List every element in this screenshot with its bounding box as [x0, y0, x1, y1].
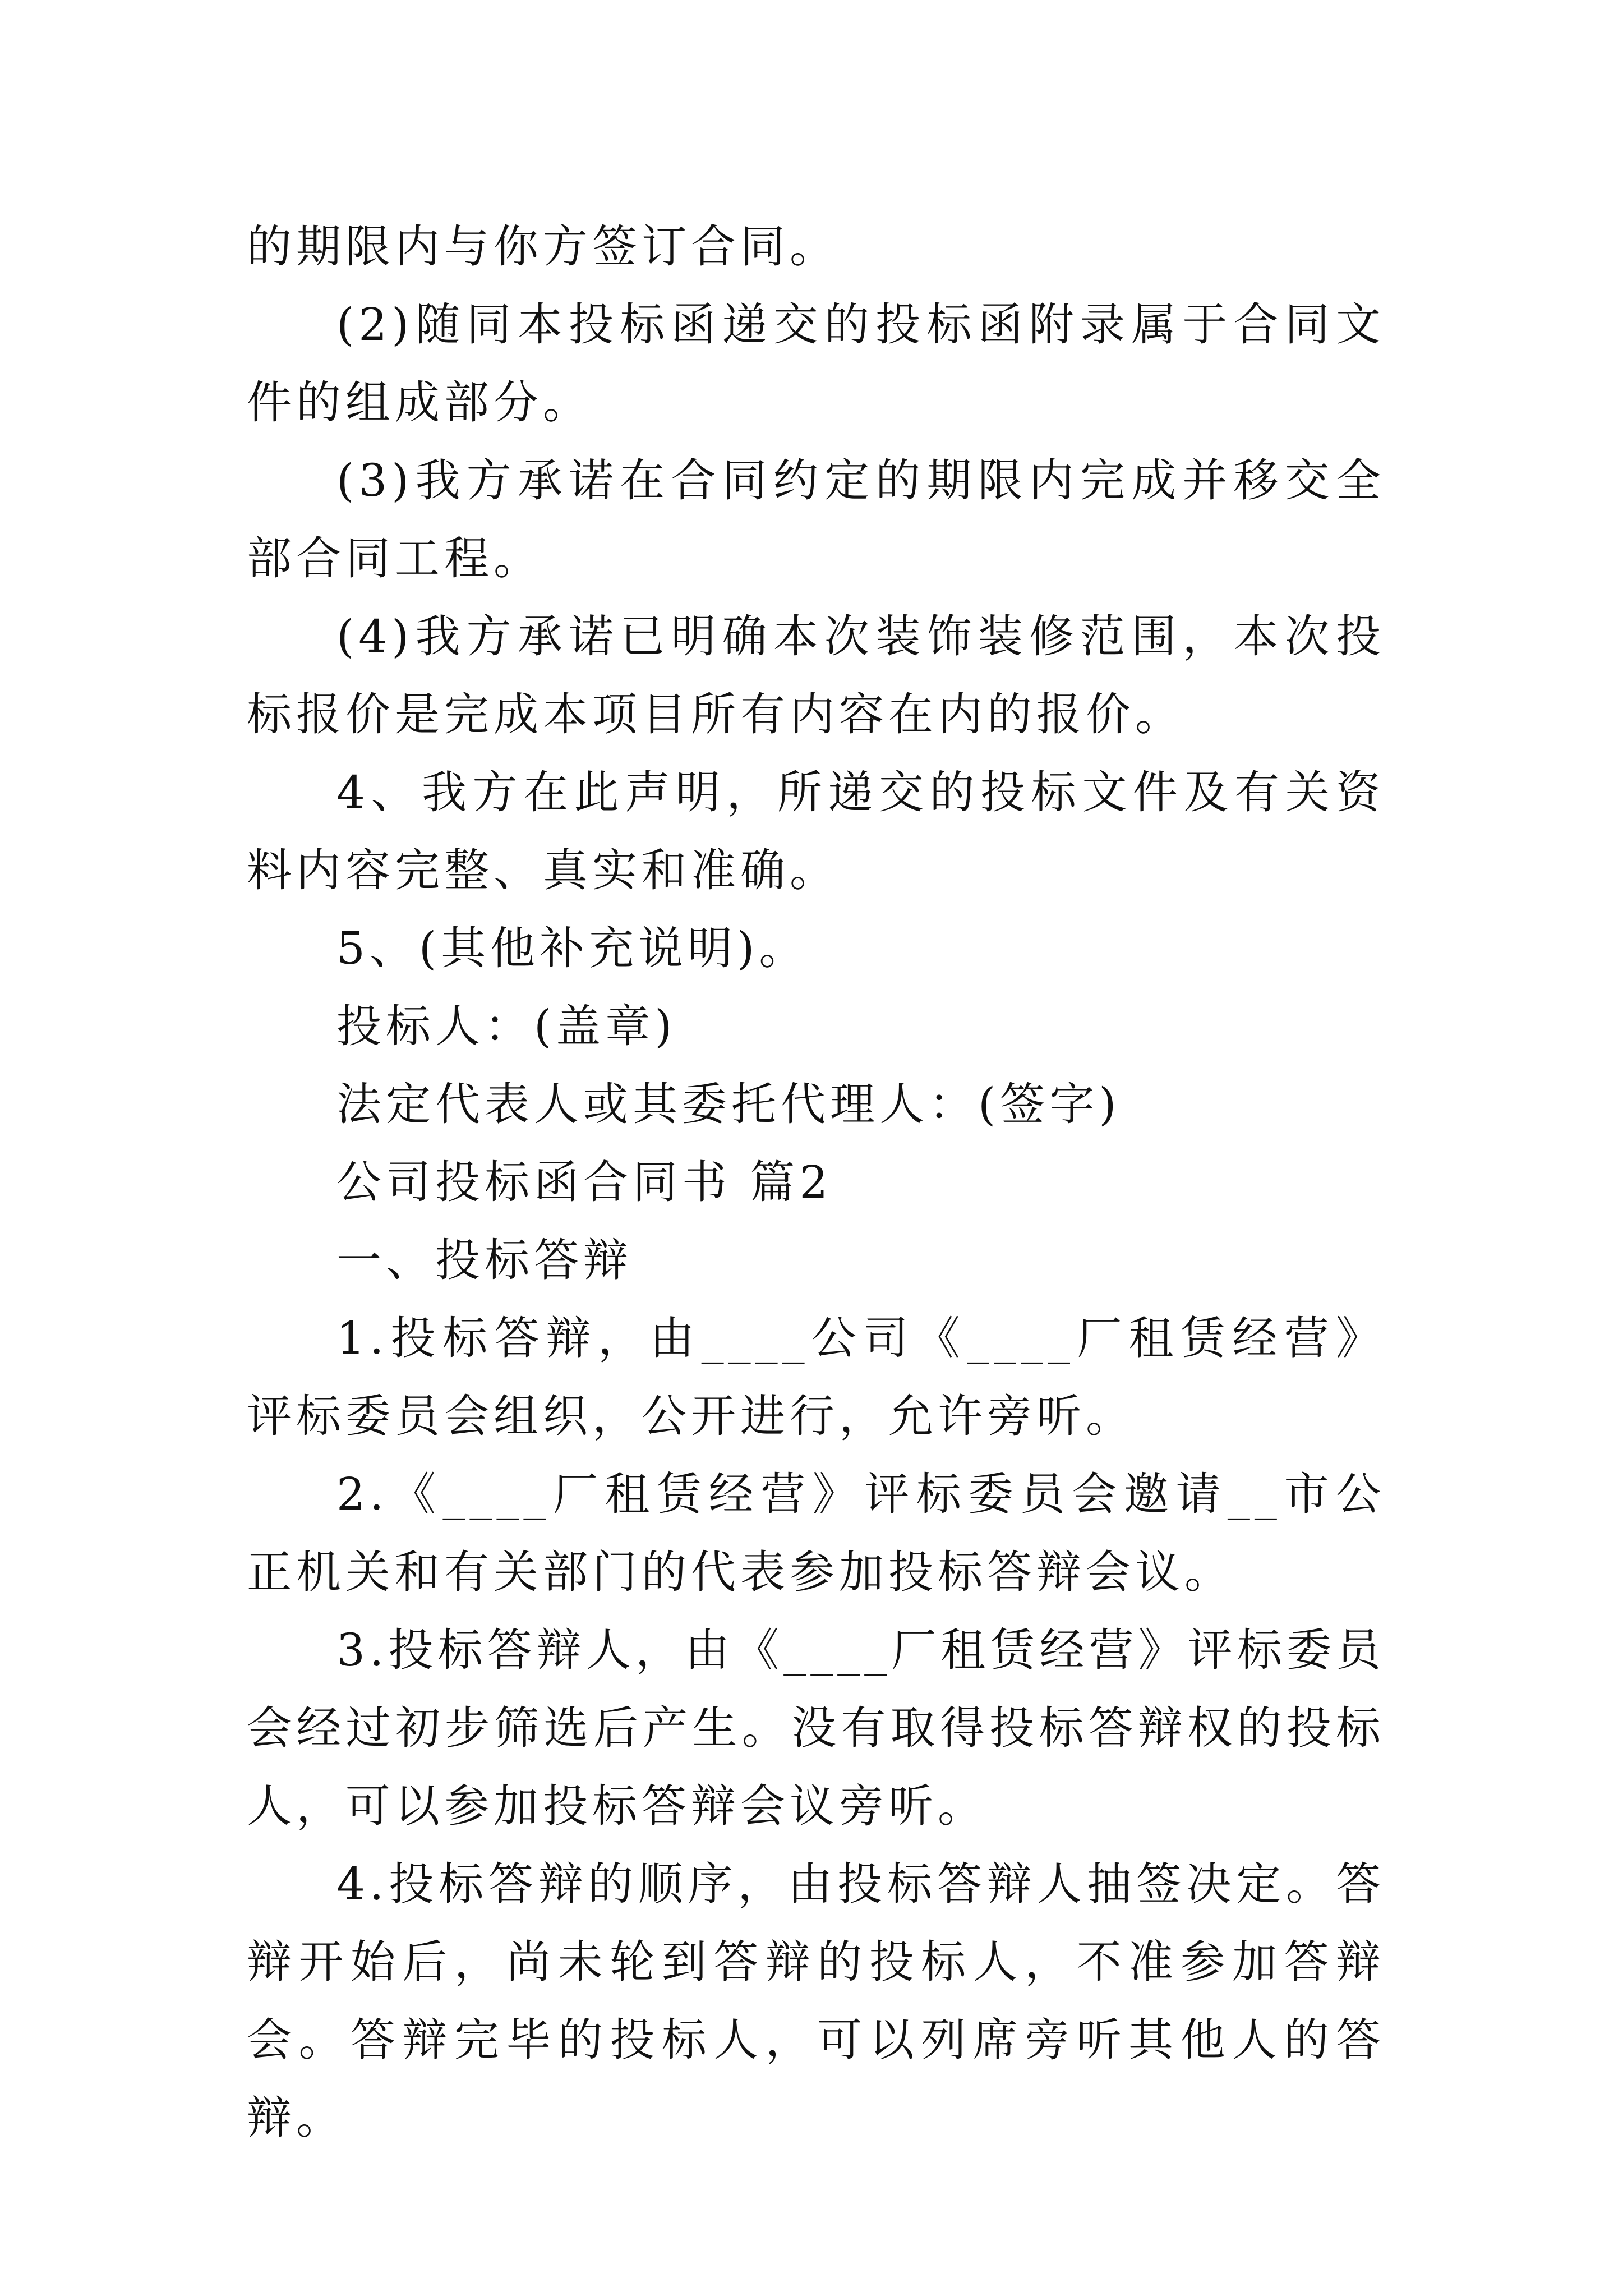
paragraph-rule-3: 3.投标答辩人，由《____厂租赁经营》评标委员会经过初步筛选后产生。没有取得投标答辩权的投标人，可以参加投标答辩会议旁听。 — [247, 1624, 1385, 1832]
section-title: 公司投标函合同书 篇2 — [336, 1156, 833, 1208]
paragraph-supplement: 5、(其他补充说明)。 — [336, 922, 809, 974]
paragraph-rule-2: 2.《____厂租赁经营》评标委员会邀请__市公正机关和有关部门的代表参加投标答辩会议。 — [247, 1468, 1385, 1598]
paragraph-continuation: 的期限内与你方签订合同。 — [247, 220, 839, 273]
paragraph-declaration: 4、我方在此声明，所递交的投标文件及有关资料内容完整、真实和准确。 — [247, 766, 1385, 896]
paragraph-item-3: (3)我方承诺在合同约定的期限内完成并移交全部合同工程。 — [247, 454, 1385, 585]
document-body — [247, 208, 1385, 2157]
paragraph-rule-4: 4.投标答辩的顺序，由投标答辩人抽签决定。答辩开始后，尚未轮到答辩的投标人，不准参加答辩会。答辩完毕的投标人，可以列席旁听其他人的答辩。 — [247, 1858, 1385, 2144]
paragraph-item-2: (2)随同本投标函递交的投标函附录属于合同文件的组成部分。 — [247, 298, 1385, 429]
paragraph-rule-1: 1.投标答辩，由____公司《____厂租赁经营》评标委员会组织，公开进行，允许旁听。 — [247, 1312, 1385, 1442]
paragraph-item-4: (4)我方承诺已明确本次装饰装修范围，本次投标报价是完成本项目所有内容在内的报价。 — [247, 610, 1385, 740]
section-heading: 一、投标答辩 — [336, 1234, 633, 1286]
representative-signature-line: 法定代表人或其委托代理人：(签字) — [336, 1078, 1121, 1130]
bidder-seal-line: 投标人：(盖章) — [336, 1000, 677, 1052]
